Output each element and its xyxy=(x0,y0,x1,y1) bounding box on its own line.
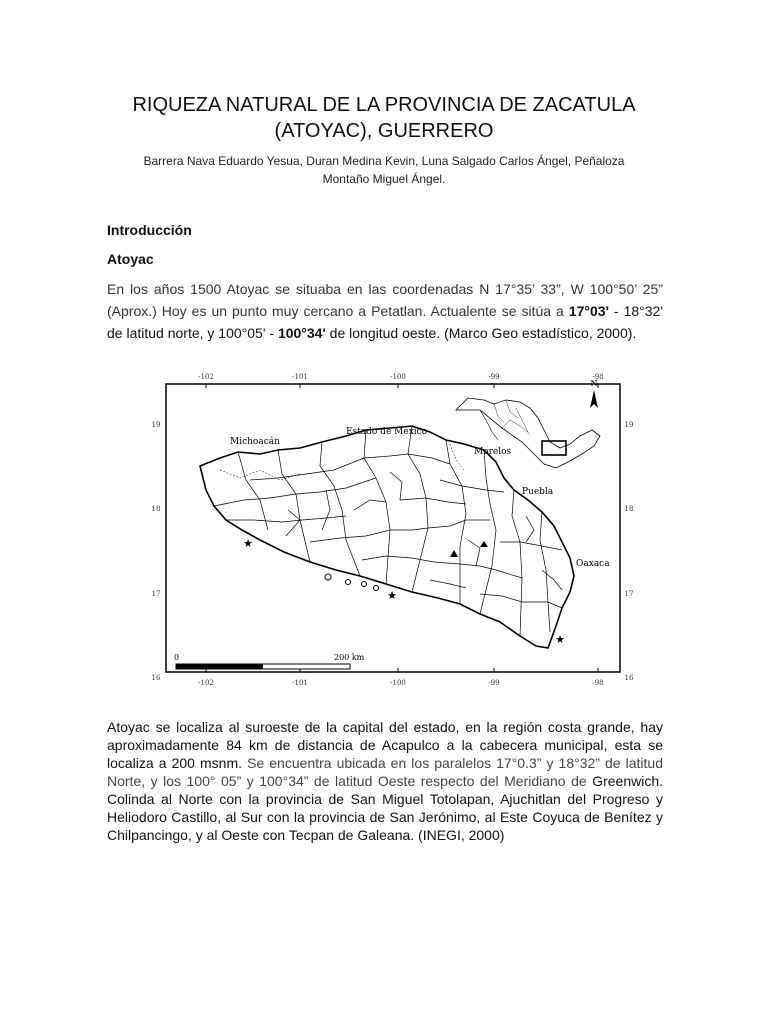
left-tick-label: 17 xyxy=(151,590,161,598)
authors xyxy=(110,152,658,188)
para1-text-1: En los años 1500 Atoyac se situaba en las coordenadas N 17°35’ 33”, W 100°50’ 25” (Aprox.) Hoy es un punto muy cercano a Petatlan. Actualente se sitúa a xyxy=(107,281,663,319)
para1-text-3: de longitud oeste. (Marco Geo estadístico, 2000). xyxy=(325,325,637,341)
star-marker-icon: ★ xyxy=(387,589,397,602)
para2-text-2: Se encuentra ubicada en los paralelos 17°0.3” y 18°32” de latitud Norte, y los 100° 05” y 100°34” de latitud Oeste respecto del Meridiano de xyxy=(107,755,663,789)
paragraph-coordinates xyxy=(107,278,663,344)
left-tick-label: 19 xyxy=(151,421,161,429)
label-puebla: Puebla xyxy=(522,487,554,497)
title-line-1: RIQUEZA NATURAL DE LA PROVINCIA DE ZACATULA xyxy=(132,94,636,116)
top-tick-label: -102 xyxy=(198,373,214,381)
bottom-tick-label: -98 xyxy=(592,679,604,686)
right-tick-label: 19 xyxy=(624,421,634,429)
top-tick-label: -101 xyxy=(292,373,308,381)
document-title xyxy=(100,92,668,144)
label-estado-de-mexico: Estado de México xyxy=(346,427,428,437)
authors-line-1: Barrera Nava Eduardo Yesua, Duran Medina Kevin, Luna Salgado Carlos Ángel, Peñaloza xyxy=(143,154,625,168)
label-morelos: Morelos xyxy=(474,447,512,457)
para1-bold-1: 17°03' xyxy=(568,303,609,319)
bottom-tick-label: -99 xyxy=(488,679,500,686)
heading-introduccion: Introducción xyxy=(107,222,192,238)
left-tick-label: 16 xyxy=(151,674,161,682)
scale-start-label: 0 xyxy=(174,653,180,662)
right-tick-label: 17 xyxy=(624,590,634,598)
guerrero-map xyxy=(150,370,636,686)
map-svg xyxy=(150,370,636,686)
north-label: N xyxy=(590,379,598,388)
left-tick-label: 18 xyxy=(151,505,161,513)
para1-text-2: - 18°32' de latitud norte, y 100°05' - xyxy=(107,303,663,341)
right-tick-label: 16 xyxy=(624,674,634,682)
top-tick-label: -98 xyxy=(592,373,604,381)
heading-atoyac: Atoyac xyxy=(107,251,154,267)
top-tick-label: -100 xyxy=(390,373,406,381)
star-marker-icon: ★ xyxy=(555,633,565,646)
para1-bold-2: 100°34' xyxy=(277,325,326,341)
title-line-2: (ATOYAC), GUERRERO xyxy=(274,120,494,142)
paragraph-location xyxy=(107,718,663,844)
bottom-tick-label: -102 xyxy=(198,679,214,686)
scale-end-label: 200 km xyxy=(334,653,365,662)
para2-text-3: Greenwich. Colinda al Norte con la provincia de San Miguel Totolapan, Ajuchitlan del Progreso y Heliodoro Castillo, al Sur con la provincia de San Jerónimo, al Este Coyuca de Benítez y Chilpancingo, y al Oeste con Tecpan de Galeana. (INEGI, 2000) xyxy=(107,773,663,843)
right-tick-label: 18 xyxy=(624,505,634,513)
para2-text-1: Atoyac se localiza al suroeste de la capital del estado, en la región costa grande, hay aproximadamente 84 km de distancia de Acapulco a la cabecera municipal, esta se localiza a 200 msnm. xyxy=(107,719,663,771)
bottom-tick-label: -100 xyxy=(390,679,406,686)
top-tick-label: -99 xyxy=(488,373,500,381)
label-oaxaca: Oaxaca xyxy=(576,559,610,569)
bottom-tick-label: -101 xyxy=(292,679,308,686)
star-marker-icon: ★ xyxy=(243,537,253,550)
label-michoacan: Michoacán xyxy=(230,437,280,447)
authors-line-2: Montaño Miguel Ángel. xyxy=(322,172,446,186)
